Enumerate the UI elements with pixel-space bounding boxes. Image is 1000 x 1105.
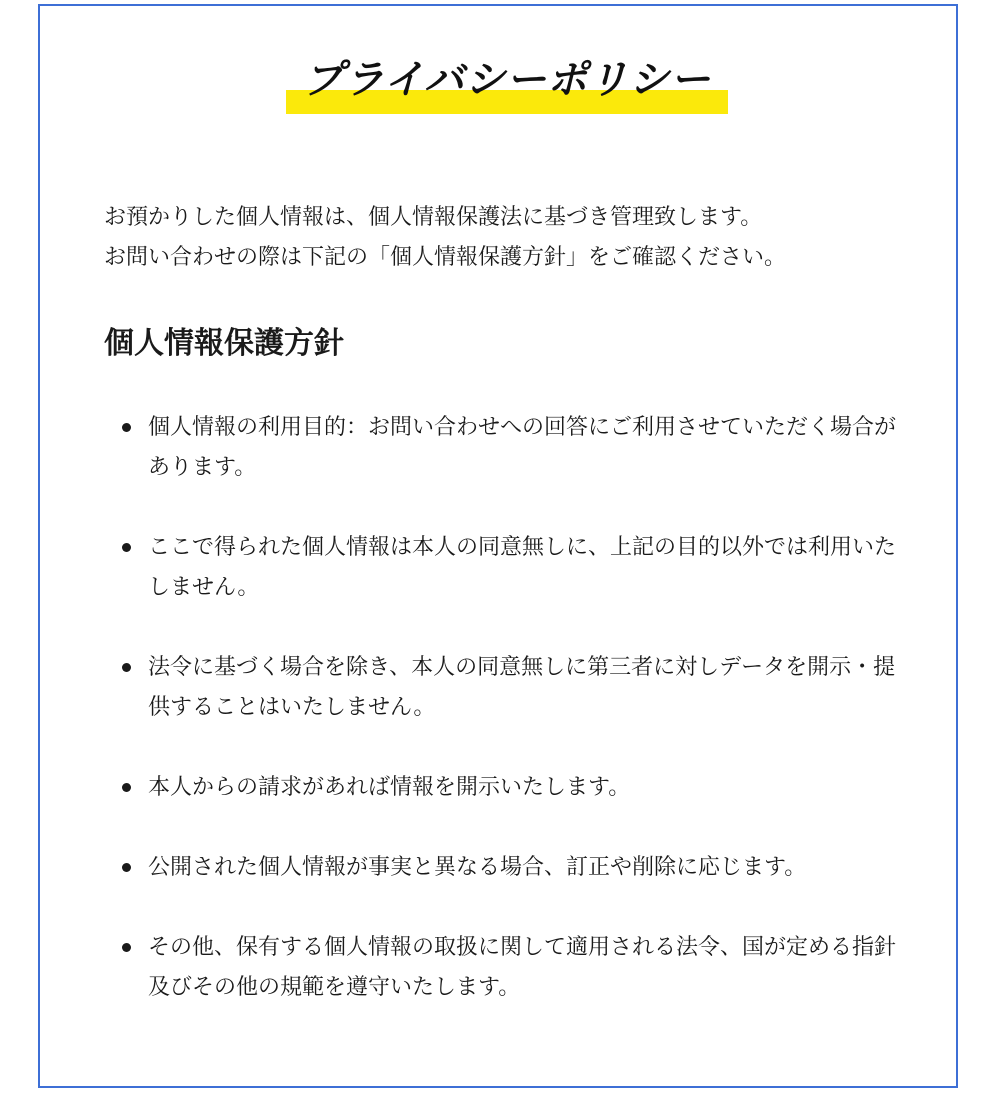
list-item-text: 公開された個人情報が事実と異なる場合、訂正や削除に応じます。	[148, 855, 807, 880]
list-item-text: 法令に基づく場合を除き、本人の同意無しに第三者に対しデータを開示・提供することはいたしません。	[148, 655, 896, 720]
bullet-icon	[122, 863, 131, 872]
intro-line: お預かりした個人情報は、個人情報保護法に基づき管理致します。	[104, 205, 763, 230]
list-item	[104, 768, 904, 808]
list-item-text: ここで得られた個人情報は本人の同意無しに、上記の目的以外では利用いたしません。	[148, 535, 897, 600]
intro-line: お問い合わせの際は下記の「個人情報保護方針」をご確認ください。	[104, 245, 787, 270]
bullet-icon	[122, 943, 131, 952]
list-item	[104, 928, 904, 1008]
page-title: プライバシーポリシー	[303, 57, 711, 103]
list-item-text: 本人からの請求があれば情報を開示いたします。	[148, 775, 631, 800]
bullet-icon	[122, 663, 131, 672]
list-item-text: 個人情報の利用目的：お問い合わせへの回答にご利用させていただく場合があります。	[148, 415, 897, 480]
list-item-text: その他、保有する個人情報の取扱に関して適用される法令、国が定める指針及びその他の規範を遵守いたします。	[148, 935, 897, 1000]
bullet-icon	[122, 783, 131, 792]
bullet-icon	[122, 543, 131, 552]
list-item	[104, 528, 904, 608]
intro-text	[104, 198, 924, 278]
policy-list	[104, 408, 904, 1048]
page-title-block	[286, 52, 728, 116]
list-item	[104, 648, 904, 728]
list-item	[104, 408, 904, 488]
list-item	[104, 848, 904, 888]
bullet-icon	[122, 423, 131, 432]
section-heading: 個人情報保護方針	[104, 326, 344, 361]
